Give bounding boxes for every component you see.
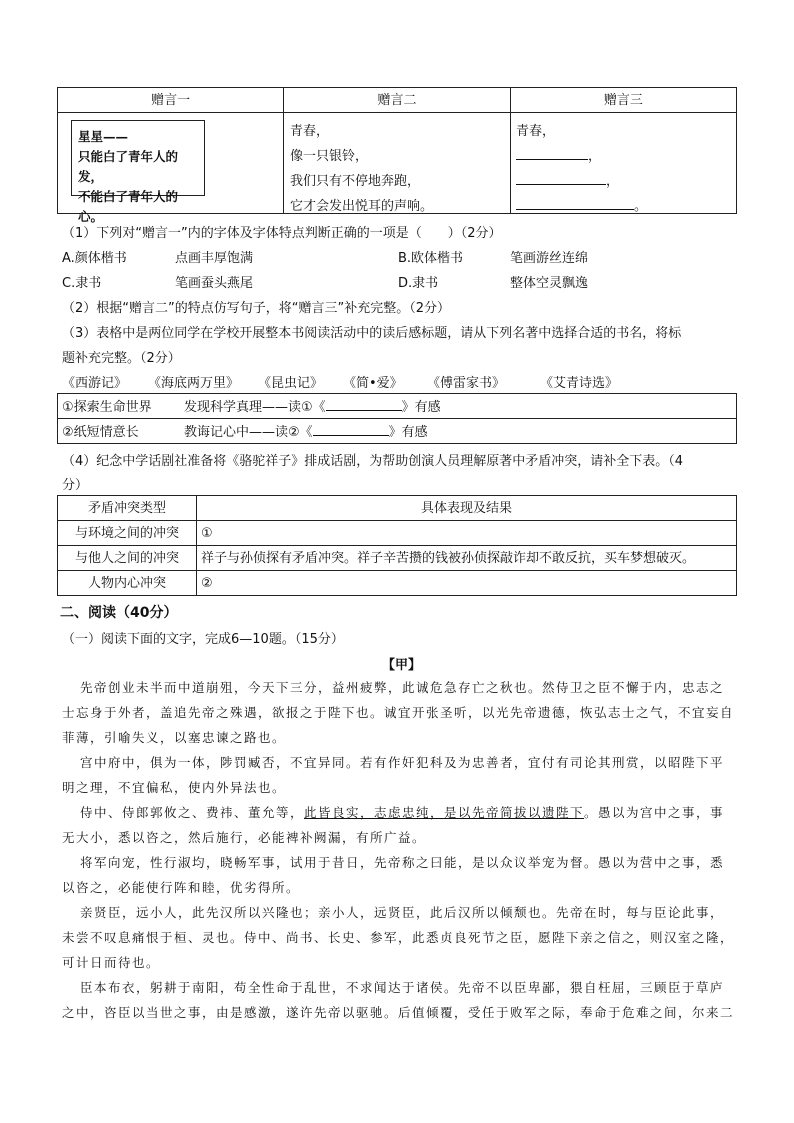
book-3: 《昆虫记》 <box>258 376 324 391</box>
book-2: 《海底两万里》 <box>148 376 240 391</box>
header-gift-2: 赠言二 <box>284 88 510 113</box>
reading-title-table <box>57 393 737 444</box>
passage-line: 以咨之，必能使行阵和睦，优劣得所。 <box>62 880 301 895</box>
conflict-header-detail: 具体表现及结果 <box>197 496 737 521</box>
q1-option-d-desc: 整体空灵飘逸 <box>510 276 589 291</box>
book-1: 《西游记》 <box>62 376 128 391</box>
q1-option-a: A.颜体楷书 <box>62 251 127 266</box>
conflict-detail-2: 祥子与孙侦探有矛盾冲突。祥子辛苦攒的钱被孙侦探敲诈却不敢反抗，买车梦想破灭。 <box>197 546 737 571</box>
gift2-line-3: 我们只有不停地奔跑， <box>290 174 421 189</box>
gift3-blank-3[interactable] <box>516 197 634 210</box>
passage-line: 可计日而待也。 <box>62 955 161 970</box>
section-title: 二、阅读（40分） <box>60 605 178 621</box>
book-blank-2[interactable] <box>313 423 389 436</box>
q4-stem-2: 分） <box>62 478 89 493</box>
gift3-line-4: 。 <box>516 195 647 214</box>
header-gift-1: 赠言一 <box>58 88 284 113</box>
gift3-line-1: 青春， <box>516 124 556 139</box>
passage-label: 【甲】 <box>382 658 422 673</box>
book-5: 《傅雷家书》 <box>427 376 506 391</box>
gift2-line-2: 像一只银铃， <box>290 149 369 164</box>
conflict-type-3: 人物内心冲突 <box>58 571 197 596</box>
gift2-line-1: 青春， <box>290 124 330 139</box>
handwriting-line-2: 只能白了青年人的发， <box>78 149 179 184</box>
passage-line: 臣本布衣，躬耕于南阳，苟全性命于乱世，不求闻达于诸侯。先帝不以臣卑鄙，猥自枉屈，三顾臣于草庐 <box>80 980 725 995</box>
gift3-blank-2[interactable] <box>516 172 606 185</box>
section-sub: （一）阅读下面的文字，完成6—10题。（15分） <box>62 632 344 647</box>
book-4: 《简•爱》 <box>343 376 403 391</box>
passage-line: 士忘身于外者，盖追先帝之殊遇，欲报之于陛下也。诚宜开张圣听，以光先帝遗德，恢弘志士之气，不宜妄自 <box>62 705 735 720</box>
conflict-type-2: 与他人之间的冲突 <box>58 546 197 571</box>
q3-stem-2: 题补充完整。（2分） <box>62 351 181 366</box>
passage-line: 亲贤臣，远小人，此先汉所以兴隆也；亲小人，远贤臣，此后汉所以倾颓也。先帝在时，每与臣论此事， <box>80 905 725 920</box>
title-row-1: ①探索生命世界 发现科学真理——读①《 》有感 <box>58 394 737 419</box>
q4-stem-1: （4）纪念中学话剧社准备将《骆驼祥子》排成话剧，为帮助创演人员理解原著中矛盾冲突，请补全下表。（4 <box>62 454 684 469</box>
conflict-table <box>57 495 737 596</box>
q1-stem: （1）下列对“赠言一”内的字体及字体特点判断正确的一项是（ ）（2分） <box>62 226 502 241</box>
underlined-sentence: 此皆良实，志虑忠纯，是以先帝简拔以遗陛下 <box>304 805 585 820</box>
conflict-detail-3[interactable]: ② <box>197 571 737 596</box>
gift2-line-4: 它才会发出悦耳的声响。 <box>290 199 434 214</box>
passage-line: 宫中府中，俱为一体，陟罚臧否，不宜异同。若有作奸犯科及为忠善者，宜付有司论其刑赏，以昭陛下平 <box>80 755 725 770</box>
q2-stem: （2）根据“赠言二”的特点仿写句子，将“赠言三”补充完整。（2分） <box>62 301 450 316</box>
conflict-header-type: 矛盾冲突类型 <box>58 496 197 521</box>
passage-line: 之中，咨臣以当世之事，由是感激，遂许先帝以驱驰。后值倾覆，受任于败军之际，奉命于危难之间，尔来二 <box>62 1005 735 1020</box>
passage-line: 未尝不叹息痛恨于桓、灵也。侍中、尚书、长史、参军，此悉贞良死节之臣，愿陛下亲之信之，则汉室之隆， <box>62 930 735 945</box>
book-6: 《艾青诗选》 <box>540 376 619 391</box>
gift3-line-3: ， <box>516 170 619 189</box>
q1-option-c: C.隶书 <box>62 276 102 291</box>
q3-stem-1: （3）表格中是两位同学在学校开展整本书阅读活动中的读后感标题，请从下列名著中选择合适的书名，将标 <box>62 326 682 341</box>
passage-line: 明之理，不宜偏私，使内外异法也。 <box>62 780 287 795</box>
title-row-2: ②纸短情意长 教诲记心中——读②《 》有感 <box>58 419 737 444</box>
gift3-line-2: ， <box>516 145 601 164</box>
handwriting-image <box>71 120 205 224</box>
conflict-type-1: 与环境之间的冲突 <box>58 521 197 546</box>
passage-line: 先帝创业未半而中道崩殂，今天下三分，益州疲弊，此诚危急存亡之秋也。然侍卫之臣不懈于内，忠志之 <box>80 680 725 695</box>
q1-option-c-desc: 笔画蚕头燕尾 <box>175 276 254 291</box>
passage-line: 侍中、侍郎郭攸之、费祎、董允等，此皆良实，志虑忠纯，是以先帝简拔以遗陛下。愚以为宫中之事，事 <box>80 805 725 820</box>
q1-option-b-desc: 笔画游丝连绵 <box>510 251 589 266</box>
gift3-blank-1[interactable] <box>516 147 588 160</box>
passage-line: 无大小，悉以咨之，然后施行，必能裨补阙漏，有所广益。 <box>62 830 427 845</box>
header-gift-3: 赠言三 <box>510 88 736 113</box>
handwriting-line-1: 星星—— <box>78 129 129 144</box>
conflict-detail-1[interactable]: ① <box>197 521 737 546</box>
handwriting-line-3: 不能白了青年人的心。 <box>78 189 179 224</box>
passage-line: 将军向宠，性行淑均，晓畅军事，试用于昔日，先帝称之曰能，是以众议举宠为督。愚以为营中之事，悉 <box>80 855 725 870</box>
q1-option-d: D.隶书 <box>398 276 439 291</box>
q1-option-b: B.欧体楷书 <box>398 251 464 266</box>
passage-line: 菲薄，引喻失义，以塞忠谏之路也。 <box>62 730 287 745</box>
book-blank-1[interactable] <box>326 398 402 411</box>
q1-option-a-desc: 点画丰厚饱满 <box>175 251 254 266</box>
